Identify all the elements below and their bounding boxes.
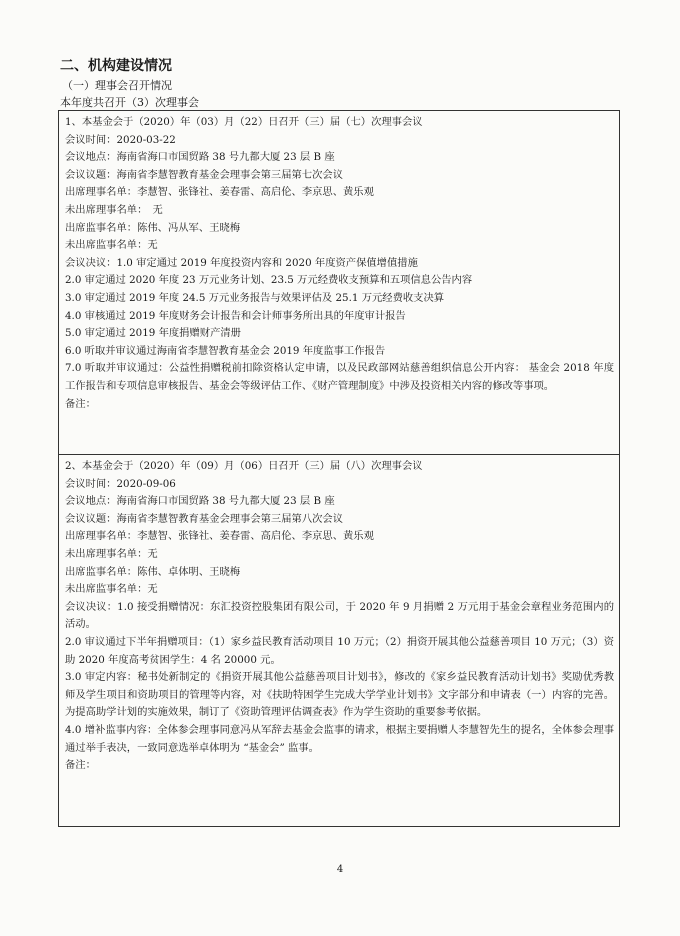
- resolution-item: 4.0 审核通过 2019 年度财务会计报告和会计师事务所出具的年度审计报告: [65, 309, 406, 322]
- present-directors: 出席理事名单：李慧智、张锋社、姜春雷、高启伦、李京思、黄乐观: [65, 530, 374, 543]
- absent-supervisors: 未出席监事名单：无: [65, 239, 158, 252]
- meeting-topic: 会议议题：海南省李慧智教育基金会理事会第三届第七次会议: [65, 168, 344, 181]
- resolution-item: 会议决议：1.0 接受捐赠情况：东汇投资控股集团有限公司，于 2020 年 9 月捐赠 2 万元用于基金会章程业务范围内的活动。: [65, 600, 614, 631]
- meeting-time: 会议时间：2020-03-22: [65, 133, 176, 146]
- present-supervisors: 出席监事名单：陈伟、冯从军、王晓梅: [65, 221, 241, 234]
- meeting-location: 会议地点：海南省海口市国贸路 38 号九都大厦 23 层 B 座: [65, 495, 335, 508]
- resolution-item: 会议决议：1.0 审定通过 2019 年度投资内容和 2020 年度资产保值增值措施: [65, 256, 418, 269]
- resolution-item: 3.0 审定内容：秘书处新制定的《捐资开展其他公益慈善项目计划书》，修改的《家乡益民教育活动计划书》奖励优秀教师及学生项目和资助项目的管理等内容，对《扶助特困学生完成大学学业计划书》文字部分和申请表（一）内容的完善。为提高助学计划的实施效果，制订了《资助管理评估调查表》作为学生资助的重要参考依据。: [65, 671, 614, 719]
- absent-directors: 未出席理事名单：无: [65, 547, 158, 560]
- resolution-item: 2.0 审议通过下半年捐赠项目：（1）家乡益民教育活动项目 10 万元；（2）捐资开展其他公益慈善项目 10 万元；（3）资助 2020 年度高考贫困学生：4 名 20000 元。: [65, 635, 614, 666]
- meeting-count-summary: 本年度共召开（3）次理事会: [60, 96, 199, 109]
- meeting-remarks: 备注：: [65, 759, 96, 772]
- meeting-topic: 会议议题：海南省李慧智教育基金会理事会第三届第八次会议: [65, 512, 344, 525]
- meeting-heading: 1、本基金会于（2020）年（03）月（22）日召开（三）届（七）次理事会议: [65, 116, 423, 128]
- present-directors: 出席理事名单：李慧智、张锋社、姜春雷、高启伦、李京思、黄乐观: [65, 186, 374, 199]
- meeting-remarks: 备注：: [65, 397, 96, 410]
- section-title: 二、机构建设情况: [60, 58, 172, 74]
- absent-directors: 未出席理事名单： 无: [65, 203, 163, 216]
- meeting-time: 会议时间：2020-09-06: [65, 477, 176, 490]
- page-number: 4: [336, 864, 344, 875]
- meeting-box-1: [58, 110, 620, 455]
- meeting-heading: 2、本基金会于（2020）年（09）月（06）日召开（三）届（八）次理事会议: [65, 460, 423, 472]
- present-supervisors: 出席监事名单：陈伟、卓体明、王晓梅: [65, 565, 241, 578]
- absent-supervisors: 未出席监事名单：无: [65, 583, 158, 596]
- resolution-item: 2.0 审定通过 2020 年度 23 万元业务计划、23.5 万元经费收支预算和五项信息公告内容: [65, 274, 473, 287]
- subsection-title: （一）理事会召开情况: [62, 79, 172, 92]
- meeting-location: 会议地点：海南省海口市国贸路 38 号九都大厦 23 层 B 座: [65, 151, 335, 164]
- resolution-item: 5.0 审定通过 2019 年度捐赠财产清册: [65, 327, 241, 340]
- resolution-item: 7.0 听取并审议通过：公益性捐赠税前扣除资格认定申请，以及民政部网站慈善组织信息公开内容： 基金会 2018 年度工作报告和专项信息审核报告、基金会等级评估工作、《财产管理制度》中涉及投资相关内容的修改等事项。: [65, 362, 614, 392]
- resolution-item: 3.0 审定通过 2019 年度 24.5 万元业务报告与效果评估及 25.1 万元经费收支决算: [65, 291, 445, 304]
- resolution-item: 4.0 增补监事内容：全体参会理事同意冯从军辞去基金会监事的请求，根据主要捐赠人李慧智先生的提名，全体参会理事通过举手表决，一致同意选举卓体明为 “基金会” 监事。: [65, 723, 614, 754]
- resolution-item: 6.0 听取并审议通过海南省李慧智教育基金会 2019 年度监事工作报告: [65, 344, 386, 357]
- meeting-box-2: [58, 455, 620, 827]
